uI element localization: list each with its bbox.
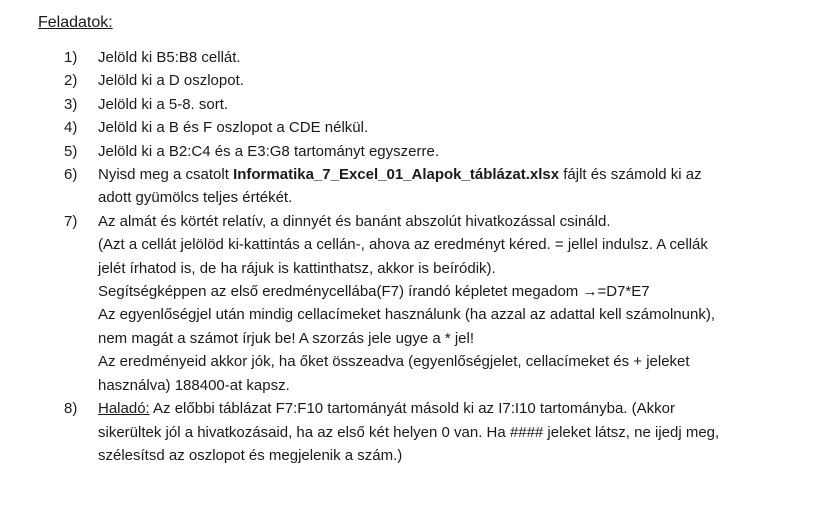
item-number: 7): [64, 212, 78, 230]
item-text: Jelöld ki a B2:C4 és a E3:G8 tartományt egyszerre.: [98, 142, 439, 160]
item-text: [98, 397, 824, 467]
text-line: [98, 163, 824, 186]
list-item: [64, 163, 824, 210]
item-text: Jelöld ki a D oszlopot.: [98, 72, 244, 90]
text-span: Nyisd meg a csatolt: [98, 166, 234, 184]
list-item: [64, 93, 824, 116]
item-number: 4): [64, 119, 78, 137]
text-line: Az eredményeid akkor jók, ha őket összeadva (egyenlőségjelet, cellacímeket és + jeleket: [98, 353, 690, 371]
text-line: adott gyümölcs teljes értékét.: [98, 189, 293, 207]
text-line: jelét írhatod is, de ha rájuk is kattinthatsz, akkor is beíródik).: [98, 259, 496, 277]
list-item: [64, 46, 824, 69]
item-text: Jelöld ki B5:B8 cellát.: [98, 49, 241, 66]
text-span: Az előbbi táblázat F7:F10 tartományát másold ki az I7:I10 tartományba. (Akkor: [149, 400, 675, 418]
page-title: Feladatok:: [38, 14, 113, 31]
item-number: 2): [64, 72, 78, 90]
list-item: [64, 210, 824, 397]
text-line: Az egyenlőségjel után mindig cellacímeket használunk (ha azzal az adattal kell számolnunk),: [98, 306, 715, 324]
item-number: 1): [64, 49, 78, 66]
text-span: fájlt és számold ki az: [559, 166, 702, 184]
text-line: használva) 188400-at kapsz.: [98, 376, 290, 394]
item-number: 5): [64, 142, 78, 160]
list-item: [64, 69, 824, 92]
item-text: Jelöld ki a 5-8. sort.: [98, 95, 229, 113]
item-number: 3): [64, 95, 78, 113]
text-line: szélesítsd az oszlopot és megjelenik a szám.): [98, 446, 403, 464]
item-text: Jelöld ki a B és F oszlopot a CDE nélkül.: [98, 119, 369, 137]
advanced-label: Haladó:: [98, 400, 150, 418]
text-line: Segítségképpen az első eredménycellába(F7) írandó képletet megadom →=D7*E7: [98, 283, 650, 301]
list-item: [64, 116, 824, 139]
text-line: Az almát és körtét relatív, a dinnyét és banánt abszolút hivatkozással csináld.: [98, 212, 611, 230]
text-line: sikerültek jól a hivatkozásaid, ha az első két helyen 0 van. Ha #### jeleket látsz, ne ijedj meg,: [98, 423, 720, 441]
text-line: nem magát a számot írjuk be! A szorzás jele ugye a * jel!: [98, 329, 475, 347]
text-line: [98, 397, 824, 420]
item-text: [98, 210, 824, 397]
item-text: [98, 163, 824, 210]
list-item: [64, 397, 824, 467]
item-number: 6): [64, 166, 78, 184]
item-number: 8): [64, 400, 78, 418]
text-line: (Azt a cellát jelölöd ki-kattintás a cellán-, ahova az eredményt kéred. = jellel indulsz. A cellák: [98, 236, 708, 254]
file-name: Informatika_7_Excel_01_Alapok_táblázat.xlsx: [233, 166, 560, 184]
task-list: [64, 46, 824, 467]
list-item: [64, 140, 824, 163]
